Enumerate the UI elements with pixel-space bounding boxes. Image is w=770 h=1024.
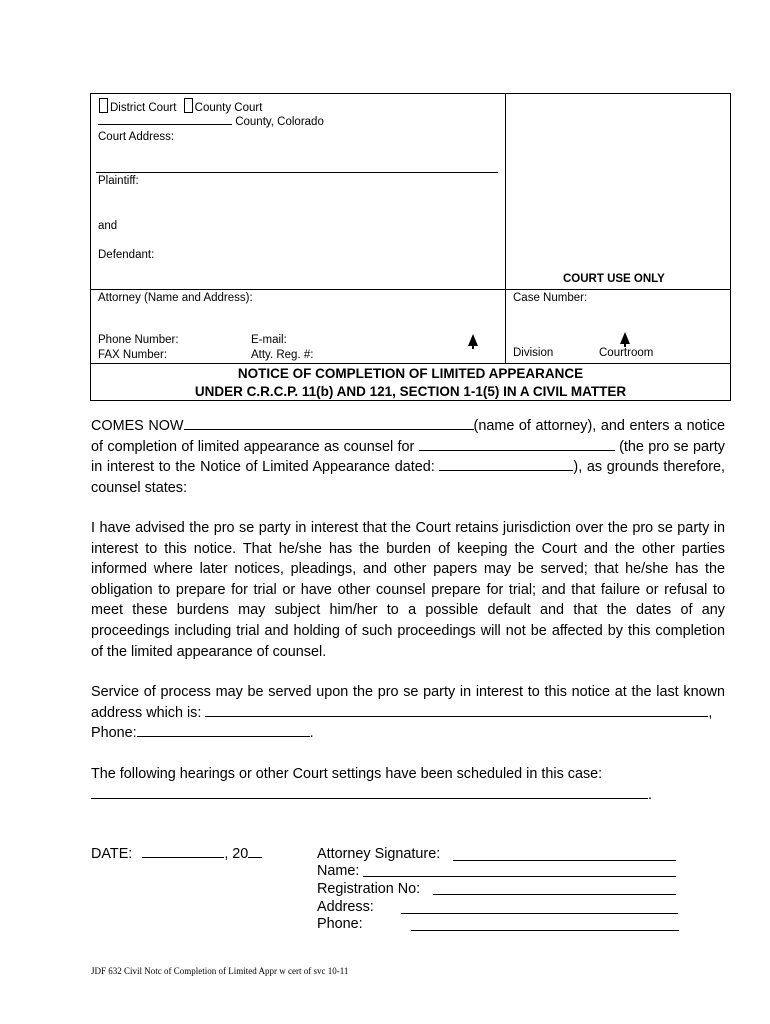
service-text: Service of process may be served upon the pro se party in interest to this notice at the last known address which is:	[91, 684, 725, 721]
comes-now-text: COMES NOW	[91, 418, 184, 434]
court-use-section	[506, 94, 730, 289]
party-text: (the pro se party in interest to the Notice of Limited Appearance dated:	[91, 438, 725, 476]
party-name-field[interactable]	[419, 450, 615, 451]
document-title	[91, 364, 730, 400]
name-field[interactable]	[363, 876, 676, 877]
period-text: .	[648, 786, 652, 803]
title-line-1: NOTICE OF COMPLETION OF LIMITED APPEARANCE	[237, 366, 584, 381]
paragraph-comes-now	[91, 416, 725, 498]
court-address-label: Court Address:	[98, 131, 175, 143]
attorney-name-field[interactable]	[184, 429, 474, 430]
address-label: Address:	[317, 899, 374, 915]
county-court-label: County Court	[194, 102, 263, 114]
form-footer: JDF 632 Civil Notc of Completion of Limited Appr w cert of svc 10-11	[91, 966, 349, 976]
court-party-section	[91, 94, 506, 289]
registration-field[interactable]	[433, 894, 676, 895]
address-field[interactable]	[401, 913, 678, 914]
date-label: DATE:	[91, 846, 133, 862]
attorney-section	[91, 290, 506, 363]
service-phone-field[interactable]	[137, 736, 310, 737]
county-court-checkbox[interactable]	[184, 98, 193, 113]
paragraph-advisement: I have advised the pro se party in interest that the Court retains jurisdiction over the pro se party in interest to this notice. That he/she has the burden of keeping the Court and the other parties informed where later notices, pleadings, and other papers may be served; that he/she has the obligation to prepare for trial or have other counsel prepare for trial; and that failure or refusal to meet these burdens may subject him/her to a possible default and that the dates of any proceedings including trial and holding of such proceedings will not be affected by this completion of the limited appearance of counsel.	[91, 520, 725, 660]
phone-label: Phone:	[317, 916, 363, 932]
period-text: .	[309, 725, 314, 742]
plaintiff-label: Plaintiff:	[98, 175, 139, 187]
county-colorado-label: County, Colorado	[235, 116, 324, 128]
registration-label: Registration No:	[317, 881, 421, 897]
attorney-signature-label: Attorney Signature:	[317, 846, 441, 862]
paragraph-service	[91, 682, 725, 744]
comma-text: ,	[708, 704, 713, 721]
grounds-text: ), as grounds therefore, counsel states:	[91, 459, 725, 496]
case-number-label: Case Number:	[513, 292, 588, 304]
up-arrow-icon	[468, 334, 478, 346]
court-use-only-label: COURT USE ONLY	[563, 273, 665, 285]
case-caption-table	[90, 93, 731, 401]
county-name-field[interactable]	[98, 124, 232, 125]
notice-date-field[interactable]	[439, 470, 573, 471]
hearings-text: The following hearings or other Court settings have been scheduled in this case:	[91, 766, 603, 782]
courtroom-label: Courtroom	[599, 347, 654, 359]
phone-number-label: Phone Number:	[98, 334, 179, 346]
date-block	[91, 846, 262, 864]
address-line	[96, 172, 498, 173]
year-field[interactable]	[248, 857, 262, 858]
up-arrow-icon	[620, 332, 630, 344]
phone-label: Phone:	[91, 725, 137, 742]
service-address-field[interactable]	[205, 716, 708, 717]
title-line-2: UNDER C.R.C.P. 11(b) AND 121, SECTION 1-1(5) IN A CIVIL MATTER	[194, 384, 627, 399]
hearings-field[interactable]	[91, 798, 648, 799]
attorney-label: Attorney (Name and Address):	[98, 292, 253, 304]
and-label: and	[98, 220, 118, 232]
attorney-signature-field[interactable]	[453, 860, 676, 861]
email-label: E-mail:	[251, 334, 287, 346]
paragraph-hearings	[91, 764, 725, 805]
district-court-label: District Court	[110, 102, 177, 114]
counsel-text: (name of attorney), and enters a notice of completion of limited appearance as counsel for	[91, 418, 726, 455]
division-label: Division	[513, 347, 554, 359]
defendant-label: Defendant:	[98, 249, 155, 261]
date-field[interactable]	[142, 857, 224, 858]
phone-field[interactable]	[411, 930, 679, 931]
district-court-checkbox[interactable]	[99, 98, 108, 113]
name-label: Name:	[317, 863, 360, 879]
year-prefix: , 20	[224, 846, 249, 862]
fax-number-label: FAX Number:	[98, 349, 168, 361]
case-number-section	[506, 290, 730, 363]
atty-reg-label: Atty. Reg. #:	[251, 349, 314, 361]
